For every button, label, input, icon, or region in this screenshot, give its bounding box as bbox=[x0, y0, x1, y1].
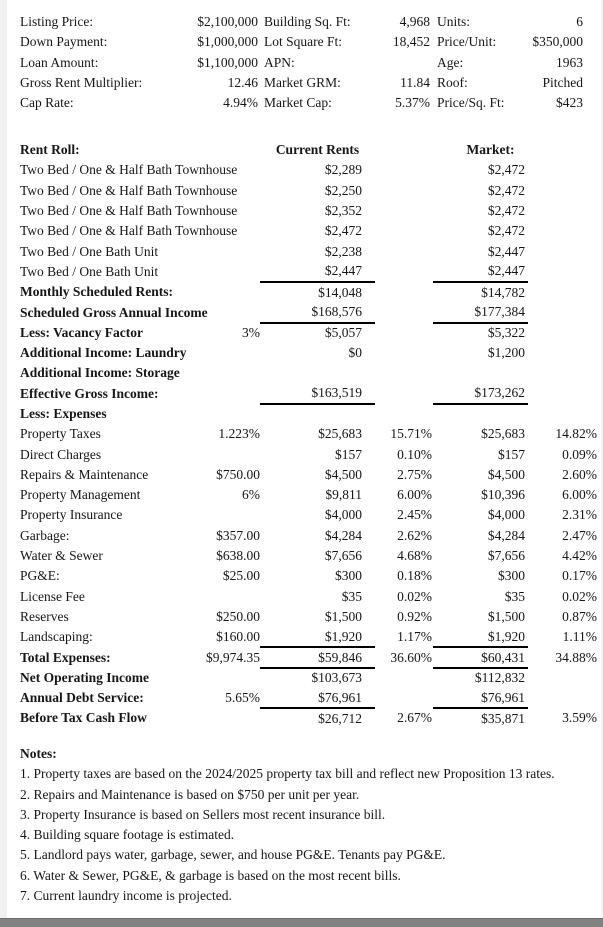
market-amount-cell: $35 bbox=[504, 588, 525, 604]
summary-value: 4,968 bbox=[399, 14, 430, 30]
summary-label: APN: bbox=[264, 54, 295, 70]
market-amount-cell: $14,782 bbox=[481, 284, 525, 300]
current-amount-cell: $0 bbox=[348, 345, 362, 361]
page-edge-left bbox=[0, 0, 7, 927]
current-pct-cell: 0.02% bbox=[397, 588, 432, 604]
table-row bbox=[20, 282, 597, 302]
row-label: Less: Expenses bbox=[20, 406, 107, 421]
market-pct-cell: 1.11% bbox=[562, 629, 597, 645]
current-pct-cell: 1.17% bbox=[397, 629, 432, 645]
summary-value: $2,100,000 bbox=[197, 14, 258, 30]
table-row bbox=[20, 323, 597, 343]
row-label: Property Insurance bbox=[20, 507, 123, 523]
market-amount-cell: $300 bbox=[498, 568, 525, 584]
rent-roll-title: Rent Roll: bbox=[20, 142, 80, 158]
table-row bbox=[20, 302, 597, 322]
market-pct-cell: 0.17% bbox=[562, 568, 597, 584]
row-label: Two Bed / One Bath Unit bbox=[20, 243, 159, 259]
rate-cell: $250.00 bbox=[216, 608, 260, 624]
market-amount-cell bbox=[433, 404, 528, 424]
market-amount-cell: $2,447 bbox=[487, 243, 525, 259]
current-amount-cell bbox=[260, 404, 375, 424]
market-pct-cell: 6.00% bbox=[562, 487, 597, 503]
table-row bbox=[20, 708, 597, 728]
rate-cell bbox=[160, 404, 260, 424]
row-label: Before Tax Cash Flow bbox=[20, 710, 147, 726]
table-row bbox=[20, 668, 597, 688]
market-amount-cell: $2,447 bbox=[433, 262, 528, 282]
market-amount-cell: $2,472 bbox=[487, 162, 525, 178]
summary-label: Lot Square Ft: bbox=[264, 34, 342, 50]
rate-cell bbox=[160, 668, 260, 688]
current-pct-cell: 2.75% bbox=[397, 466, 432, 482]
row-label: Property Taxes bbox=[20, 426, 101, 442]
rate-cell: $9,974.35 bbox=[206, 649, 260, 665]
current-pct-cell bbox=[375, 404, 433, 424]
market-amount-cell: $173,262 bbox=[433, 384, 528, 404]
market-amount-cell bbox=[433, 363, 528, 383]
current-pct-cell bbox=[375, 160, 433, 180]
summary-label: Building Sq. Ft: bbox=[264, 14, 351, 30]
row-label: Scheduled Gross Annual Income bbox=[20, 304, 208, 320]
row-label: Two Bed / One & Half Bath Townhouse bbox=[20, 223, 238, 239]
summary-value: 1963 bbox=[556, 54, 583, 70]
current-amount-cell: $2,352 bbox=[324, 203, 362, 219]
summary-value: 6 bbox=[576, 14, 583, 30]
current-amount-cell: $7,656 bbox=[324, 548, 362, 564]
summary-label: Market GRM: bbox=[264, 75, 341, 91]
current-pct-cell: 2.45% bbox=[397, 507, 432, 523]
table-row bbox=[20, 627, 597, 647]
rate-cell bbox=[160, 708, 260, 728]
summary-row bbox=[20, 93, 583, 113]
market-pct-cell bbox=[528, 282, 597, 302]
summary-label: Gross Rent Multiplier: bbox=[20, 75, 143, 91]
current-pct-cell: 0.10% bbox=[397, 446, 432, 462]
market-pct-cell: 0.87% bbox=[562, 608, 597, 624]
market-amount-cell: $25,683 bbox=[481, 426, 525, 442]
summary-label: Market Cap: bbox=[264, 95, 332, 111]
market-pct-cell: 34.88% bbox=[555, 649, 597, 665]
current-amount-cell: $35 bbox=[341, 588, 362, 604]
notes-list bbox=[20, 764, 555, 906]
market-amount-cell: $76,961 bbox=[433, 688, 528, 708]
current-amount-cell: $1,920 bbox=[260, 627, 375, 647]
market-pct-cell bbox=[528, 201, 597, 221]
summary-value: 18,452 bbox=[392, 34, 430, 50]
summary-value: $423 bbox=[556, 95, 583, 111]
current-amount-cell: $300 bbox=[335, 568, 362, 584]
market-amount-cell: $5,322 bbox=[487, 325, 525, 341]
market-amount-cell: $112,832 bbox=[474, 670, 525, 686]
current-pct-cell: 0.92% bbox=[397, 608, 432, 624]
market-amount-cell: $2,472 bbox=[487, 182, 525, 198]
current-amount-cell: $14,048 bbox=[318, 284, 362, 300]
table-row bbox=[20, 587, 597, 607]
market-pct-cell: 0.02% bbox=[562, 588, 597, 604]
table-row bbox=[20, 160, 597, 180]
table-row bbox=[20, 363, 597, 383]
summary-row bbox=[20, 32, 583, 52]
current-rents-column-header: Current Rents bbox=[275, 142, 360, 158]
current-amount-cell: $4,500 bbox=[324, 466, 362, 482]
current-pct-cell: 2.62% bbox=[397, 527, 432, 543]
current-pct-cell bbox=[375, 323, 433, 343]
current-pct-cell bbox=[375, 201, 433, 221]
market-amount-cell: $2,472 bbox=[487, 203, 525, 219]
market-pct-cell bbox=[528, 241, 597, 261]
current-pct-cell bbox=[375, 384, 433, 404]
current-pct-cell: 0.18% bbox=[397, 568, 432, 584]
row-label: Additional Income: Storage bbox=[20, 365, 180, 381]
market-column-header: Market: bbox=[466, 142, 515, 158]
summary-value: $1,100,000 bbox=[197, 54, 258, 70]
table-row bbox=[20, 607, 597, 627]
current-pct-cell bbox=[375, 343, 433, 363]
market-amount-cell: $60,431 bbox=[433, 647, 528, 667]
market-amount-cell: $4,000 bbox=[487, 507, 525, 523]
market-amount-cell: $4,284 bbox=[487, 527, 525, 543]
table-row bbox=[20, 424, 597, 444]
row-label: Two Bed / One Bath Unit bbox=[20, 263, 159, 279]
row-label: Water & Sewer bbox=[20, 548, 103, 564]
table-row bbox=[20, 526, 597, 546]
market-amount-cell: $7,656 bbox=[487, 548, 525, 564]
current-pct-cell bbox=[375, 241, 433, 261]
note-item: 6. Water & Sewer, PG&E, & garbage is based on the most recent bills. bbox=[20, 867, 401, 883]
row-label: Monthly Scheduled Rents: bbox=[20, 284, 174, 300]
table-row bbox=[20, 201, 597, 221]
current-amount-cell: $5,057 bbox=[324, 325, 362, 341]
rate-cell bbox=[160, 587, 260, 607]
row-label: License Fee bbox=[20, 588, 85, 604]
current-amount-cell: $157 bbox=[335, 446, 362, 462]
spacer-cell bbox=[160, 140, 260, 160]
table-row bbox=[20, 505, 597, 525]
market-pct-cell bbox=[528, 668, 597, 688]
current-amount-cell: $25,683 bbox=[318, 426, 362, 442]
current-pct-cell: 6.00% bbox=[397, 487, 432, 503]
current-pct-cell: 36.60% bbox=[390, 649, 432, 665]
market-pct-cell bbox=[528, 160, 597, 180]
current-pct-cell: 2.67% bbox=[397, 710, 432, 726]
rate-cell: 1.223% bbox=[218, 426, 260, 442]
market-amount-cell: $1,920 bbox=[433, 627, 528, 647]
table-row bbox=[20, 566, 597, 586]
current-pct-cell bbox=[375, 262, 433, 282]
row-label: Property Management bbox=[20, 487, 141, 503]
current-pct-cell bbox=[375, 302, 433, 322]
current-amount-cell: $1,500 bbox=[324, 608, 362, 624]
row-label: Effective Gross Income: bbox=[20, 385, 159, 401]
summary-value: $1,000,000 bbox=[197, 34, 258, 50]
market-pct-cell bbox=[528, 688, 597, 708]
market-pct-cell: 2.31% bbox=[562, 507, 597, 523]
table-row bbox=[20, 465, 597, 485]
current-amount-cell: $103,673 bbox=[311, 670, 362, 686]
rate-cell bbox=[160, 444, 260, 464]
summary-value bbox=[370, 53, 430, 73]
statement-header-row bbox=[20, 140, 597, 160]
spacer-cell bbox=[375, 140, 433, 160]
summary-value: 4.94% bbox=[223, 95, 258, 111]
row-label: Garbage: bbox=[20, 527, 70, 543]
current-amount-cell bbox=[260, 363, 375, 383]
rate-cell bbox=[160, 384, 260, 404]
market-amount-cell: $157 bbox=[498, 446, 525, 462]
current-amount-cell: $26,712 bbox=[318, 710, 362, 726]
row-label: Two Bed / One & Half Bath Townhouse bbox=[20, 162, 238, 178]
row-label: Less: Vacancy Factor bbox=[20, 324, 143, 340]
row-label: Two Bed / One & Half Bath Townhouse bbox=[20, 182, 238, 198]
market-pct-cell: 2.47% bbox=[562, 527, 597, 543]
property-summary-table bbox=[20, 12, 583, 113]
current-pct-cell bbox=[375, 282, 433, 302]
current-pct-cell bbox=[375, 668, 433, 688]
table-row bbox=[20, 384, 597, 404]
note-item: 4. Building square footage is estimated. bbox=[20, 827, 235, 843]
bottom-bar bbox=[0, 918, 603, 927]
statement-body bbox=[20, 160, 597, 728]
row-label: Net Operating Income bbox=[20, 669, 149, 685]
current-pct-cell bbox=[375, 688, 433, 708]
rate-cell: 5.65% bbox=[225, 690, 260, 706]
summary-body bbox=[20, 12, 583, 113]
table-row bbox=[20, 444, 597, 464]
market-amount-cell: $177,384 bbox=[433, 302, 528, 322]
spacer-cell bbox=[528, 140, 597, 160]
notes-section bbox=[20, 744, 555, 906]
summary-label: Down Payment: bbox=[20, 34, 108, 50]
market-amount-cell: $1,500 bbox=[487, 608, 525, 624]
rate-cell bbox=[160, 282, 260, 302]
row-label: Two Bed / One & Half Bath Townhouse bbox=[20, 203, 238, 219]
row-label: Annual Debt Service: bbox=[20, 690, 144, 706]
market-pct-cell bbox=[528, 323, 597, 343]
current-amount-cell: $2,238 bbox=[324, 243, 362, 259]
note-item: 3. Property Insurance is based on Sellers most recent insurance bill. bbox=[20, 806, 386, 822]
note-item: 7. Current laundry income is projected. bbox=[20, 888, 232, 904]
market-pct-cell: 3.59% bbox=[562, 710, 597, 726]
note-item: 5. Landlord pays water, garbage, sewer, and house PG&E. Tenants pay PG&E. bbox=[20, 847, 446, 863]
summary-label: Age: bbox=[437, 54, 464, 70]
market-amount-cell: $35,871 bbox=[481, 710, 525, 726]
market-amount-cell: $1,200 bbox=[487, 345, 525, 361]
note-item: 2. Repairs and Maintenance is based on $750 per unit per year. bbox=[20, 786, 360, 802]
current-pct-cell bbox=[375, 181, 433, 201]
market-pct-cell bbox=[528, 221, 597, 241]
current-pct-cell: 15.71% bbox=[390, 426, 432, 442]
market-pct-cell bbox=[528, 404, 597, 424]
current-amount-cell: $2,250 bbox=[324, 182, 362, 198]
market-amount-cell: $2,472 bbox=[487, 223, 525, 239]
market-pct-cell: 2.60% bbox=[562, 466, 597, 482]
current-amount-cell: $59,846 bbox=[260, 647, 375, 667]
rate-cell bbox=[160, 505, 260, 525]
market-pct-cell: 0.09% bbox=[562, 446, 597, 462]
current-amount-cell: $2,447 bbox=[260, 262, 375, 282]
summary-label: Roof: bbox=[437, 75, 468, 91]
market-amount-cell: $10,396 bbox=[481, 487, 525, 503]
summary-label: Listing Price: bbox=[20, 14, 94, 30]
summary-row bbox=[20, 53, 583, 73]
rate-cell: $25.00 bbox=[222, 568, 260, 584]
rate-cell: $160.00 bbox=[216, 629, 260, 645]
market-pct-cell bbox=[528, 302, 597, 322]
summary-label: Price/Sq. Ft: bbox=[437, 95, 505, 111]
current-amount-cell: $9,811 bbox=[325, 487, 362, 503]
table-row bbox=[20, 485, 597, 505]
table-row bbox=[20, 688, 597, 708]
note-item: 1. Property taxes are based on the 2024/2025 property tax bill and reflect new Proposition 13 rates. bbox=[20, 766, 555, 782]
market-pct-cell bbox=[528, 343, 597, 363]
rate-cell: 3% bbox=[242, 324, 260, 340]
current-amount-cell: $4,000 bbox=[324, 507, 362, 523]
summary-label: Loan Amount: bbox=[20, 54, 99, 70]
current-amount-cell: $2,472 bbox=[324, 223, 362, 239]
table-row bbox=[20, 221, 597, 241]
market-pct-cell bbox=[528, 384, 597, 404]
market-amount-cell: $4,500 bbox=[487, 466, 525, 482]
row-label: Repairs & Maintenance bbox=[20, 466, 149, 482]
market-pct-cell bbox=[528, 181, 597, 201]
summary-value: 11.84 bbox=[400, 75, 430, 91]
notes-title: Notes: bbox=[20, 746, 57, 761]
table-row bbox=[20, 181, 597, 201]
current-amount-cell: $168,576 bbox=[260, 302, 375, 322]
summary-value: 12.46 bbox=[227, 75, 258, 91]
rate-cell: $638.00 bbox=[216, 548, 260, 564]
summary-value: Pitched bbox=[542, 75, 583, 91]
financial-statement-table bbox=[20, 140, 597, 729]
summary-value: 5.37% bbox=[395, 95, 430, 111]
table-row bbox=[20, 647, 597, 667]
rate-cell: $750.00 bbox=[216, 466, 260, 482]
rate-cell bbox=[160, 262, 260, 282]
market-pct-cell: 4.42% bbox=[562, 548, 597, 564]
summary-label: Units: bbox=[437, 14, 471, 30]
current-amount-cell: $76,961 bbox=[260, 688, 375, 708]
summary-row bbox=[20, 12, 583, 32]
summary-row bbox=[20, 73, 583, 93]
current-amount-cell: $4,284 bbox=[324, 527, 362, 543]
table-row bbox=[20, 262, 597, 282]
summary-label: Price/Unit: bbox=[437, 34, 497, 50]
row-label: Total Expenses: bbox=[20, 649, 111, 665]
market-pct-cell bbox=[528, 363, 597, 383]
summary-label: Cap Rate: bbox=[20, 95, 74, 111]
table-row bbox=[20, 343, 597, 363]
table-row bbox=[20, 546, 597, 566]
current-pct-cell bbox=[375, 363, 433, 383]
market-pct-cell bbox=[528, 262, 597, 282]
rate-cell bbox=[160, 241, 260, 261]
row-label: Direct Charges bbox=[20, 446, 102, 462]
row-label: PG&E: bbox=[20, 568, 60, 584]
table-row bbox=[20, 241, 597, 261]
rate-cell: $357.00 bbox=[216, 527, 260, 543]
current-pct-cell bbox=[375, 221, 433, 241]
summary-value: $350,000 bbox=[532, 34, 583, 50]
row-label: Additional Income: Laundry bbox=[20, 345, 187, 361]
current-amount-cell: $163,519 bbox=[260, 384, 375, 404]
table-row bbox=[20, 404, 597, 424]
row-label: Reserves bbox=[20, 608, 69, 624]
row-label: Landscaping: bbox=[20, 629, 93, 645]
current-pct-cell: 4.68% bbox=[397, 548, 432, 564]
current-amount-cell: $2,289 bbox=[324, 162, 362, 178]
rate-cell: 6% bbox=[242, 487, 260, 503]
market-pct-cell: 14.82% bbox=[555, 426, 597, 442]
